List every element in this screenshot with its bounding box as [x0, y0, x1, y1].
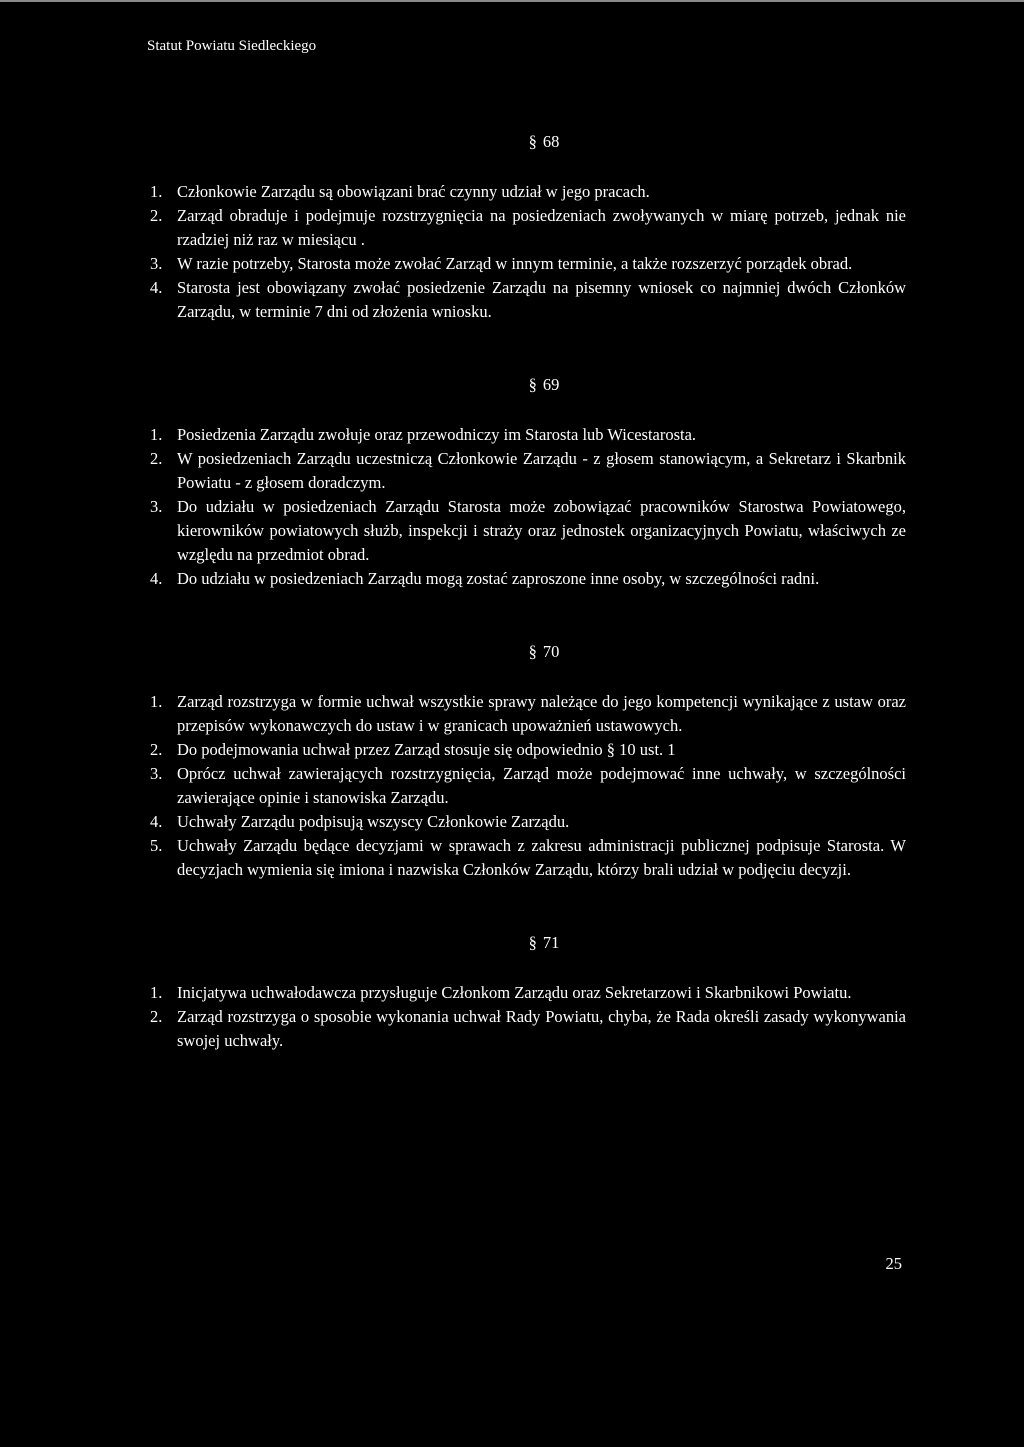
page-top-edge [0, 0, 1024, 2]
section-heading [150, 373, 906, 397]
list-item [150, 423, 906, 447]
point-text: Członkowie Zarządu są obowiązani brać czynny udział w jego pracach. [177, 182, 650, 201]
sections-container [150, 130, 906, 1053]
point-text: Posiedzenia Zarządu zwołuje oraz przewodniczy im Starosta lub Wicestarosta. [177, 425, 697, 444]
list-item [150, 690, 906, 738]
section-number: 68 [542, 132, 560, 151]
point-number: 1. [150, 692, 163, 711]
document-header: Statut Powiatu Siedleckiego [147, 38, 317, 54]
point-text: Oprócz uchwał zawierających rozstrzygnięcia, Zarząd może podejmować inne uchwały, w szczególności zawierające opinie i stanowiska Zarządu. [177, 764, 906, 807]
point-number: 2. [150, 206, 163, 225]
list-item [150, 834, 906, 882]
list-item [150, 762, 906, 810]
point-text: Do udziału w posiedzeniach Zarządu Starosta może zobowiązać pracowników Starostwa Powiatowego, kierowników powiatowych służb, inspekcji i straży oraz jednostek organizacyjnych Powiatu, właściwych ze względu na przedmiot obrad. [177, 497, 906, 564]
section-71 [150, 931, 906, 1053]
point-text: Starosta jest obowiązany zwołać posiedzenie Zarządu na pisemny wniosek co najmniej dwóch Członków Zarządu, w terminie 7 dni od złożenia wniosku. [177, 278, 906, 321]
point-text: Do udziału w posiedzeniach Zarządu mogą zostać zaproszone inne osoby, w szczególności radni. [177, 569, 820, 588]
point-number: 2. [150, 1007, 163, 1026]
section-number: 69 [542, 375, 560, 394]
point-number: 1. [150, 182, 163, 201]
section-points-list [150, 981, 906, 1053]
point-text: Zarząd rozstrzyga w formie uchwał wszystkie sprawy należące do jego kompetencji wynikające z ustaw oraz przepisów wykonawczych do ustaw i w granicach upoważnień ustawowych. [177, 692, 906, 735]
section-70 [150, 640, 906, 882]
list-item [150, 810, 906, 834]
section-68 [150, 130, 906, 324]
list-item [150, 1005, 906, 1053]
point-number: 2. [150, 449, 163, 468]
section-points-list [150, 690, 906, 882]
section-symbol: § [528, 933, 537, 952]
section-heading [150, 130, 906, 154]
point-number: 4. [150, 569, 163, 588]
point-number: 1. [150, 425, 163, 444]
section-heading [150, 931, 906, 955]
point-text: W razie potrzeby, Starosta może zwołać Zarząd w innym terminie, a także rozszerzyć porządek obrad. [177, 254, 853, 273]
list-item [150, 276, 906, 324]
section-symbol: § [528, 132, 537, 151]
list-item [150, 252, 906, 276]
list-item [150, 447, 906, 495]
section-points-list [150, 180, 906, 324]
point-number: 3. [150, 764, 163, 783]
point-number: 3. [150, 497, 163, 516]
point-text: Uchwały Zarządu podpisują wszyscy Członkowie Zarządu. [177, 812, 570, 831]
list-item [150, 204, 906, 252]
point-number: 5. [150, 836, 163, 855]
point-text: W posiedzeniach Zarządu uczestniczą Członkowie Zarządu - z głosem stanowiącym, a Sekretarz i Skarbnik Powiatu - z głosem doradczym. [177, 449, 906, 492]
section-symbol: § [528, 375, 537, 394]
list-item [150, 738, 906, 762]
page-number: 25 [885, 1254, 902, 1273]
point-number: 2. [150, 740, 163, 759]
section-number: 70 [542, 642, 560, 661]
point-text: Zarząd rozstrzyga o sposobie wykonania uchwał Rady Powiatu, chyba, że Rada określi zasady wykonywania swojej uchwały. [177, 1007, 906, 1050]
point-number: 3. [150, 254, 163, 273]
list-item [150, 567, 906, 591]
point-number: 4. [150, 812, 163, 831]
section-symbol: § [528, 642, 537, 661]
point-number: 4. [150, 278, 163, 297]
document-body [150, 130, 906, 1102]
point-text: Zarząd obraduje i podejmuje rozstrzygnięcia na posiedzeniach zwoływanych w miarę potrzeb, jednak nie rzadziej niż raz w miesiącu . [177, 206, 906, 249]
point-text: Uchwały Zarządu będące decyzjami w sprawach z zakresu administracji publicznej podpisuje Starosta. W decyzjach wymienia się imiona i nazwiska Członków Zarządu, którzy brali udział w podjęciu decyzji. [177, 836, 906, 879]
point-number: 1. [150, 983, 163, 1002]
point-text: Inicjatywa uchwałodawcza przysługuje Członkom Zarządu oraz Sekretarzowi i Skarbnikowi Powiatu. [177, 983, 852, 1002]
section-69 [150, 373, 906, 591]
list-item [150, 180, 906, 204]
section-heading [150, 640, 906, 664]
section-number: 71 [542, 933, 560, 952]
section-points-list [150, 423, 906, 591]
list-item [150, 495, 906, 567]
list-item [150, 981, 906, 1005]
point-text: Do podejmowania uchwał przez Zarząd stosuje się odpowiednio § 10 ust. 1 [177, 740, 676, 759]
